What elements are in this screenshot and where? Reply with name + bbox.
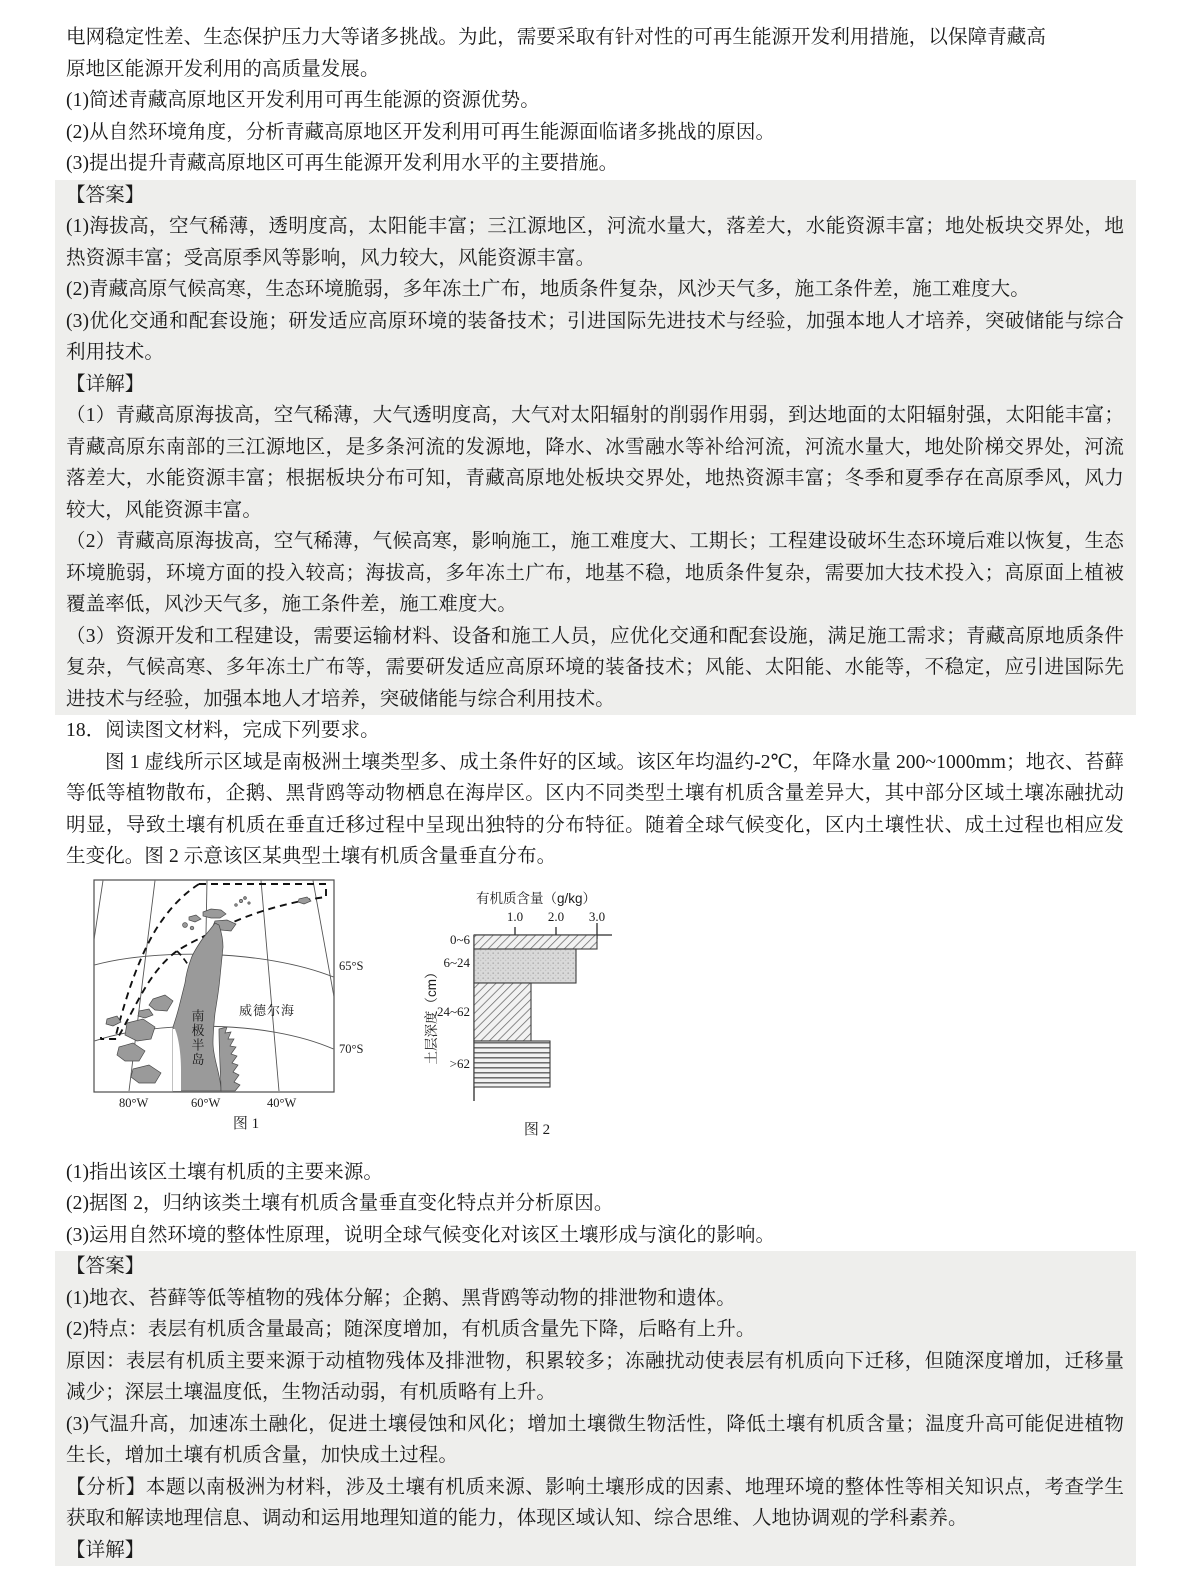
q18-number-line: 18．阅读图文材料，完成下列要求。	[66, 720, 380, 741]
figure-1	[93, 879, 399, 1133]
organic-matter-depth-chart	[422, 887, 650, 1117]
figure-2-caption: 图 2	[523, 1121, 551, 1138]
q18-answer-heading: 【答案】	[66, 1256, 145, 1277]
q18-explanation-heading: 【详解】	[66, 1539, 145, 1561]
bar-depth-over-62	[474, 1041, 550, 1087]
chart-canvas	[422, 887, 650, 1117]
island-speck-2	[244, 896, 247, 899]
lon-label-60w: 60°W	[191, 1095, 221, 1110]
map-label-antarctic-peninsula: 南极半岛	[189, 1008, 205, 1067]
q18-answer-item-3: 原因：表层有机质主要来源于动植物残体及排泄物，积累较多；冻融扰动使表层有机质向下迁移，但随深度增加，迁移量减少；深层土壤温度低，生物活动弱，有机质略有上升。	[66, 1350, 1124, 1403]
q18-item-3: (3)运用自然环境的整体性原理，说明全球气候变化对该区土壤形成与演化的影响。	[66, 1224, 776, 1246]
map-canvas	[93, 879, 365, 1111]
lat-label-65s: 65°S	[339, 958, 364, 973]
q17-item-3: (3)提出提升青藏高原地区可再生能源开发利用水平的主要措施。	[66, 153, 619, 174]
chart-title: 有机质含量（g/kg）	[475, 890, 597, 906]
q17-answer-item-3: (3)优化交通和配套设施；研发适应高原环境的装备技术；引进国际先进技术与经验，加强本地人才培养，突破储能与综合利用技术。	[66, 310, 1124, 363]
q17-explanation-item-1: （1）青藏高原海拔高，空气稀薄，大气透明度高，大气对太阳辐射的削弱作用弱，到达地面的太阳辐射强，太阳能丰富；青藏高原东南部的三江源地区，是多条河流的发源地，降水、冰雪融水等补给河流，河流水量大，地处阶梯交界处，河流落差大，水能资源丰富；根据板块分布可知，青藏高原地处板块交界处，地热资源丰富；冬季和夏季存在高原季风，风力较大，风能资源丰富。	[66, 405, 1124, 521]
q18-analysis-text: 本题以南极洲为材料，涉及土壤有机质来源、影响土壤形成的因素、地理环境的整体性等相关知识点，考查学生获取和解读地理信息、调动和运用地理知道的能力，体现区域认知、综合思维、人地协调观的学科素养。	[66, 1476, 1125, 1529]
q18-answer-item-2: (2)特点：表层有机质含量最高；随深度增加，有机质含量先下降，后略有上升。	[66, 1319, 756, 1340]
figures-row	[66, 879, 1124, 1157]
chart-ytick-label-4: >62	[449, 1055, 470, 1071]
island-speck-3	[235, 903, 238, 906]
chart-ytick-label-3: 24~62	[436, 1003, 470, 1019]
q18-answer-block	[55, 1251, 1136, 1566]
page-content	[66, 22, 1124, 1566]
q18-analysis-heading: 【分析】	[66, 1476, 146, 1498]
q17-explanation-item-3: （3）资源开发和工程建设，需要运输材料、设备和施工人员，应优化交通和配套设施，满足施工需求；青藏高原地质条件复杂，气候高寒、多年冻土广布等，需要研发适应高原环境的装备技术；风能、太阳能、水能等，不稳定，应引进国际先进技术与经验，加强本地人才培养，突破储能与综合利用技术。	[66, 625, 1124, 710]
q18-item-2: (2)据图 2，归纳该类土壤有机质含量垂直变化特点并分析原因。	[66, 1193, 614, 1214]
q18-answer-item-4: (3)气温升高，加速冻土融化，促进土壤侵蚀和风化；增加土壤微生物活性，降低土壤有机质含量；温度升高可能促进植物生长，增加土壤有机质含量，加快成土过程。	[66, 1413, 1124, 1466]
figure-1-caption: 图 1	[232, 1115, 260, 1132]
q17-answer-heading: 【答案】	[66, 184, 145, 206]
q17-answer-item-2: (2)青藏高原气候高寒，生态环境脆弱，多年冻土广布，地质条件复杂，风沙天气多，施工条件差，施工难度大。	[66, 279, 1030, 300]
bar-depth-6-24	[474, 949, 576, 983]
q18-material-text: 图 1 虚线所示区域是南极洲土壤类型多、成土条件好的区域。该区年均温约-2℃，年降水量 200~1000mm；地衣、苔藓等低等植物散布，企鹅、黑背鸥等动物栖息在海岸区。区内不同类型土壤有机质含量差异大，其中部分区域土壤冻融扰动明显，导致土壤有机质在垂直迁移过程中呈现出独特的分布特征。随着全球气候变化，区内土壤性状、成土过程也相应发生变化。图 2 示意该区某典型土壤有机质含量垂直分布。	[66, 751, 1124, 867]
island-small-2	[190, 926, 194, 930]
chart-y-axis-title: 土层深度（cm）	[424, 965, 439, 1064]
q17-explanation-item-2: （2）青藏高原海拔高，空气稀薄，气候高寒，影响施工，施工难度大、工期长；工程建设破坏生态环境后难以恢复，生态环境脆弱，环境方面的投入较高；海拔高，多年冻土广布，地基不稳，地质条件复杂，需要加大技术投入；高原面上植被覆盖率低，风沙天气多，施工条件差，施工难度大。	[66, 531, 1124, 615]
lon-label-40w: 40°W	[267, 1095, 297, 1110]
island-speck-4	[248, 901, 250, 903]
q17-explanation-block	[55, 369, 1136, 716]
bar-depth-0-6	[474, 935, 597, 949]
q18-item-1: (1)指出该区土壤有机质的主要来源。	[66, 1161, 384, 1183]
q17-answer-block	[55, 180, 1136, 369]
lat-label-70s: 70°S	[339, 1041, 364, 1056]
chart-xtick-label-1: 1.0	[506, 908, 524, 924]
q17-item-1: (1)简述青藏高原地区开发利用可再生能源的资源优势。	[66, 90, 540, 111]
chart-ytick-label-1: 0~6	[449, 931, 470, 947]
map-label-weddell-sea: 威德尔海	[239, 1002, 296, 1018]
q17-explanation-heading: 【详解】	[66, 373, 145, 395]
bar-depth-24-62	[474, 983, 531, 1041]
top-passage-line-1: 电网稳定性差、生态保护压力大等诸多挑战。为此，需要采取有针对性的可再生能源开发利用措施，以保障青藏高	[66, 27, 1047, 48]
q17-item-2: (2)从自然环境角度，分析青藏高原地区开发利用可再生能源面临诸多挑战的原因。	[66, 121, 776, 143]
antarctic-peninsula-map	[93, 879, 365, 1111]
island-speck-1	[239, 899, 242, 902]
top-passage-line-2: 原地区能源开发利用的高质量发展。	[66, 58, 380, 80]
chart-ytick-label-2: 6~24	[443, 954, 470, 970]
lon-label-80w: 80°W	[119, 1095, 149, 1110]
q17-answer-item-1: (1)海拔高，空气稀薄，透明度高，太阳能丰富；三江源地区，河流水量大，落差大，水能资源丰富；地处板块交界处，地热资源丰富；受高原季风等影响，风力较大，风能资源丰富。	[66, 216, 1124, 269]
q18-analysis-paragraph	[66, 1472, 1124, 1535]
q18-answer-item-1: (1)地衣、苔藓等低等植物的残体分解；企鹅、黑背鸥等动物的排泄物和遗体。	[66, 1287, 736, 1309]
island-small-1	[183, 922, 188, 927]
chart-xtick-label-3: 3.0	[588, 908, 606, 924]
figure-2	[422, 887, 652, 1139]
chart-xtick-label-2: 2.0	[547, 908, 565, 924]
